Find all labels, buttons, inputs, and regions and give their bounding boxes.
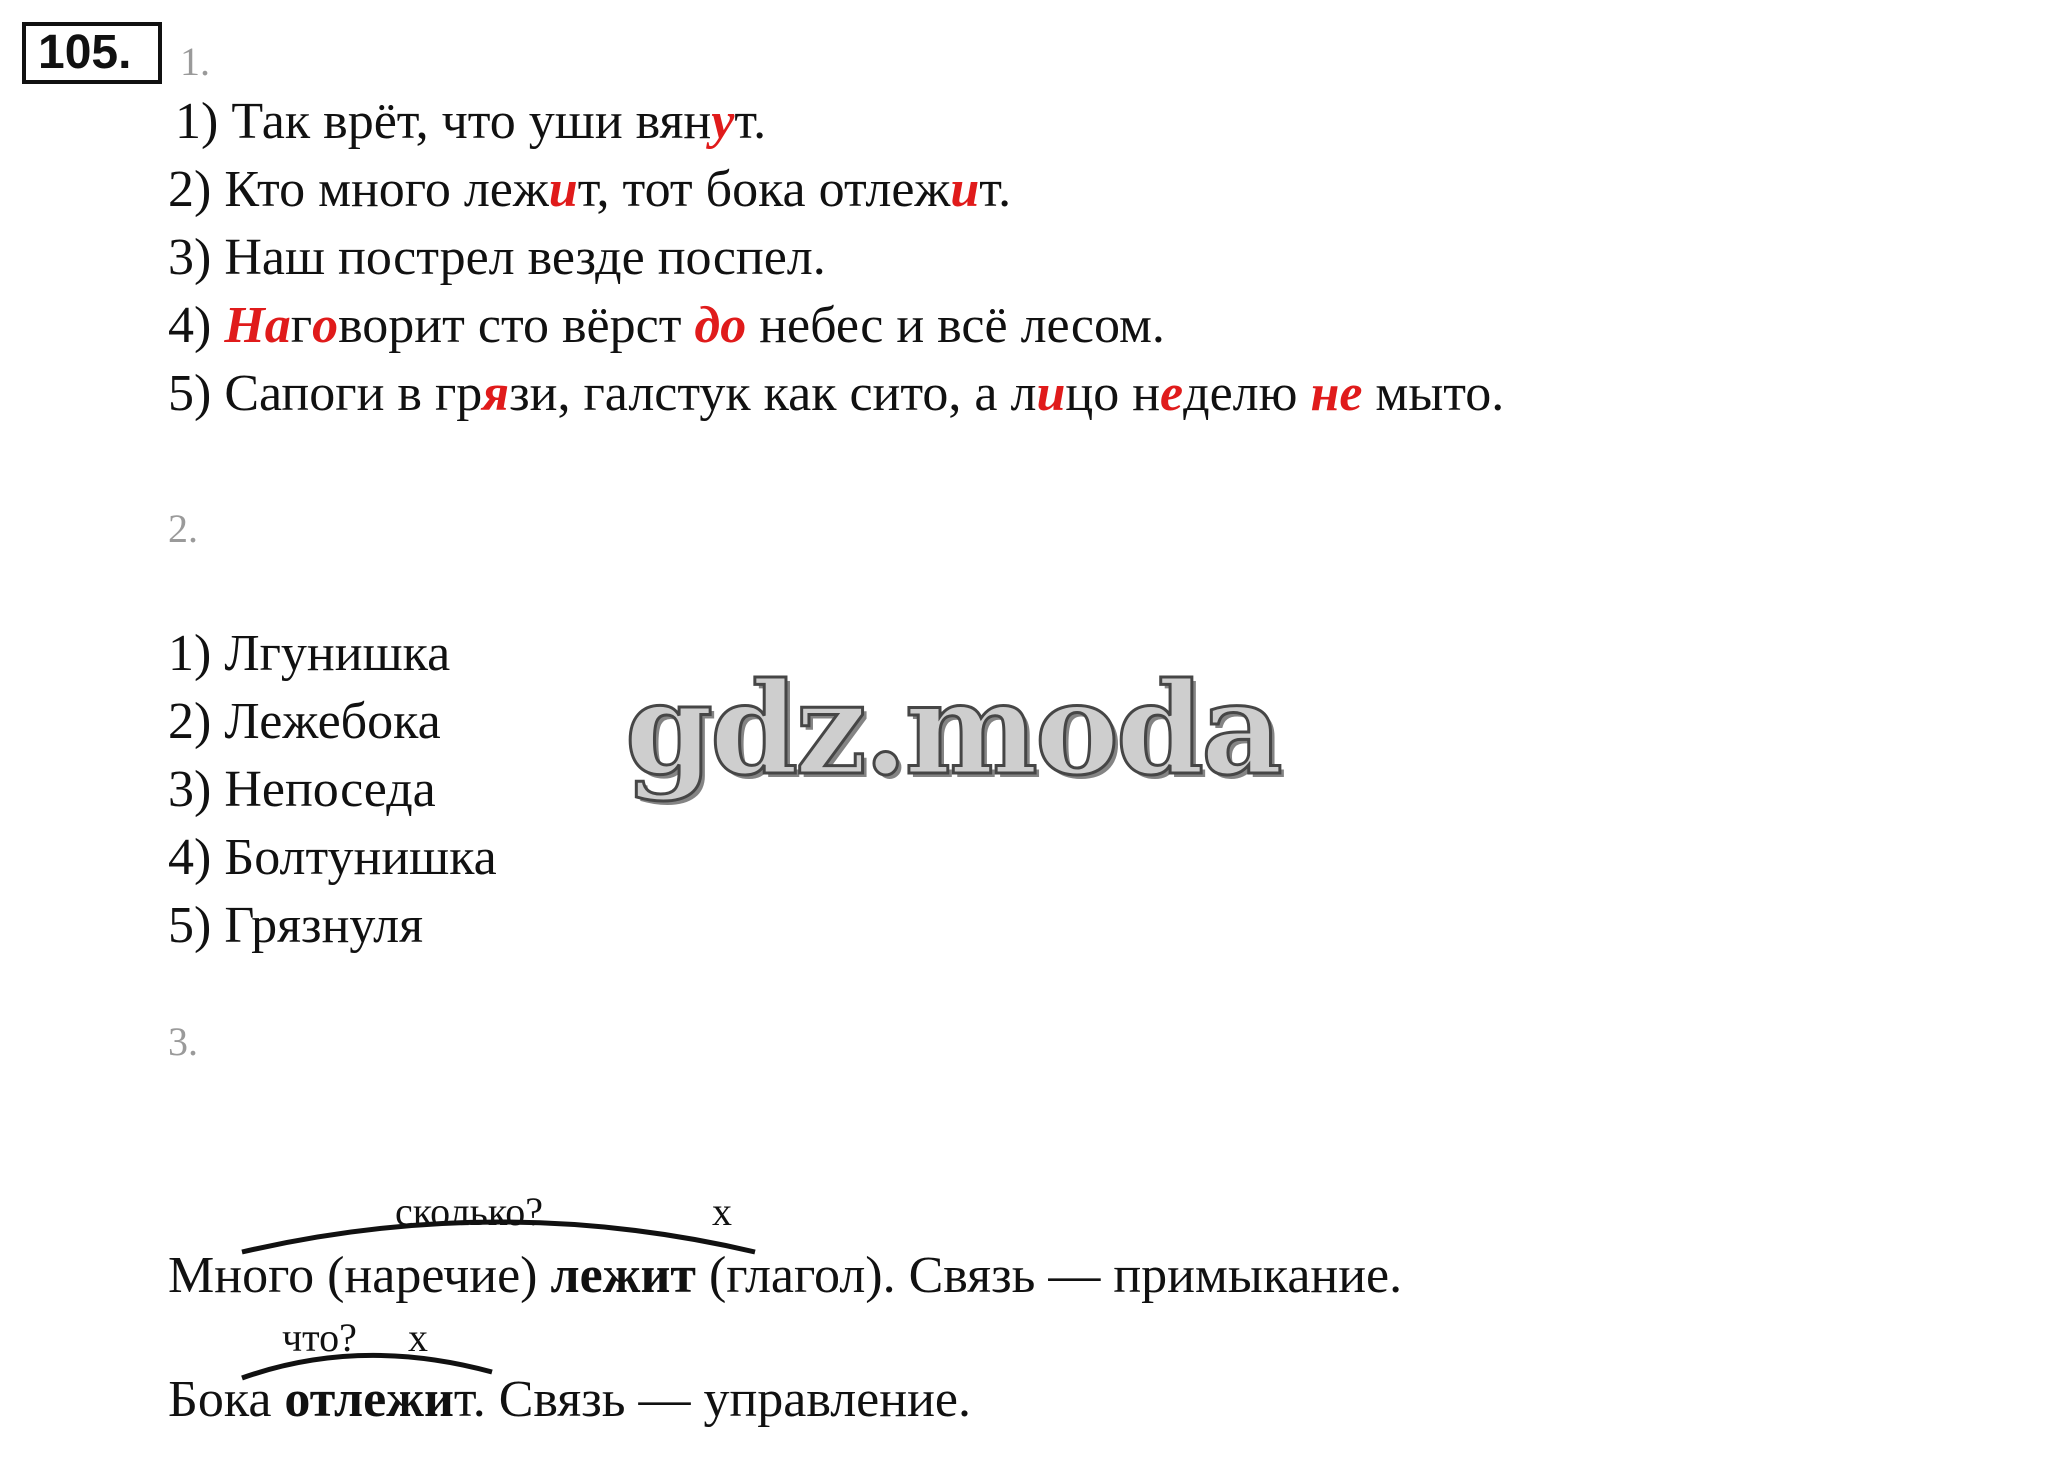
phrase-1-word: Много (168, 1247, 315, 1304)
phrase-2-main-rest: т (453, 1371, 473, 1428)
highlighted-letter: На (224, 297, 291, 354)
question-phrase-1: сколько? (395, 1189, 543, 1234)
proverb-text: Сапоги в гр (224, 365, 483, 422)
highlighted-letter: не (1310, 365, 1363, 422)
phrase-2 (168, 1370, 971, 1430)
highlighted-letter: у (711, 93, 735, 150)
proverb-text: зи, галстук как сито, а л (509, 365, 1037, 422)
watermark-logo: gdz.moda (625, 655, 1280, 803)
mark-phrase-1: x (712, 1189, 732, 1234)
nickname-text: Болтунишка (224, 829, 497, 886)
section-2-label: 2. (168, 506, 198, 551)
proverb-number: 4) (168, 297, 225, 354)
nickname-text: Грязнуля (224, 897, 423, 954)
proverb-text: делю (1183, 365, 1311, 422)
nickname-text: Непоседа (224, 761, 436, 818)
section-1-label: 1. (180, 39, 210, 84)
phrase-2-tail: . Связь — управление. (472, 1371, 971, 1428)
proverb-text: небес и всё лесом. (746, 297, 1165, 354)
proverb-number: 1) (175, 93, 232, 150)
proverb-text: т. (979, 161, 1012, 218)
phrase-1-main-word: лежит (550, 1247, 696, 1304)
nickname-text: Лгунишка (224, 625, 451, 682)
phrase-1-pos-adverb: (наречие) (314, 1247, 551, 1304)
section-3-label: 3. (168, 1019, 198, 1064)
highlighted-letter: до (694, 297, 747, 354)
proverb-text: цо н (1065, 365, 1161, 422)
proverb-text: Кто много леж (224, 161, 549, 218)
highlighted-letter: и (548, 161, 578, 218)
proverb-text: мыто. (1362, 365, 1505, 422)
highlighted-letter: и (950, 161, 980, 218)
proverb-text: Так врёт, что уши вян (231, 93, 712, 150)
proverb-text: Наш пострел везде поспел. (224, 229, 826, 286)
highlighted-letter: я (482, 365, 510, 422)
mark-phrase-2: x (408, 1315, 428, 1360)
proverb-number: 3) (168, 229, 225, 286)
phrase-2-main-bold: отлежи (284, 1371, 454, 1428)
nickname-text: Лежебока (224, 693, 441, 750)
phrase-1-pos-verb: (глагол). Связь — примыкание. (695, 1247, 1403, 1304)
proverb-text: г (290, 297, 313, 354)
proverb-text: т. (734, 93, 767, 150)
question-phrase-2: что? (282, 1315, 357, 1360)
nickname-number: 3) (168, 761, 225, 818)
proverb-number: 5) (168, 365, 225, 422)
highlighted-letter: о (312, 297, 339, 354)
exercise-number: 105. (22, 22, 162, 84)
phrase-1 (168, 1246, 1402, 1306)
highlighted-letter: и (1036, 365, 1066, 422)
nickname-number: 2) (168, 693, 225, 750)
proverb-text: т, тот бока отлеж (577, 161, 951, 218)
nickname-number: 1) (168, 625, 225, 682)
phrase-2-word: Бока (168, 1371, 285, 1428)
nickname-number: 4) (168, 829, 225, 886)
highlighted-letter: е (1160, 365, 1184, 422)
nickname-number: 5) (168, 897, 225, 954)
proverb-text: ворит сто вёрст (338, 297, 695, 354)
proverb-number: 2) (168, 161, 225, 218)
